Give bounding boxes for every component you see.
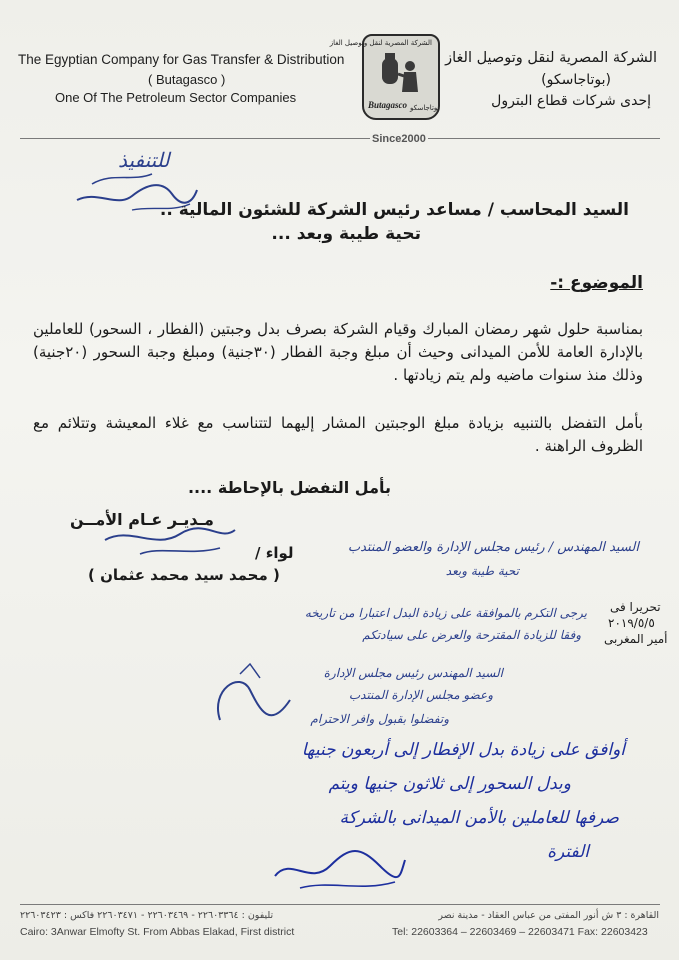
- signature-scribble: [100, 520, 240, 560]
- since-label: Since2000: [372, 133, 426, 145]
- approval-signature: [270, 836, 410, 896]
- greeting: تحية طيبة وبعد ...: [271, 224, 421, 244]
- note-line-6: وعضو مجلس الإدارة المنتدب: [348, 688, 493, 702]
- note-line-3: يرجى التكرم بالموافقة على زيادة البدل اعتبارا من تاريخه: [304, 606, 587, 620]
- logo-top-text: الشركة المصرية لنقل وتوصيل الغاز: [329, 39, 432, 47]
- footer-phones-en: Tel: 22603364 – 22603469 – 22603471 Fax: 22603423: [392, 926, 648, 938]
- date-value: ٢٠١٩/٥/٥: [608, 616, 655, 630]
- logo-name-ar: بوتاجاسكو: [410, 104, 440, 112]
- footer-divider: [20, 904, 660, 905]
- approval-line-2: وبدل السحور إلى ثلاثون جنيها ويتم: [328, 774, 571, 794]
- margin-initials: [210, 660, 300, 740]
- short-name-ar: (بوتاجاسكو): [541, 72, 611, 88]
- footer-phones-ar: تليفون : ٢٢٦٠٣٣٦٤ - ٢٢٦٠٣٤٦٩ - ٢٢٦٠٣٤٧١ فاكس : ٢٢٦٠٣٤٢٣: [20, 910, 274, 921]
- note-line-5: السيد المهندس رئيس مجلس الإدارة: [323, 666, 503, 680]
- date-label: تحريرا فى: [610, 600, 661, 614]
- addressee: السيد المحاسب / مساعد رئيس الشركة للشئون المالية ..: [159, 200, 629, 220]
- company-name-en: The Egyptian Company for Gas Transfer & Distribution: [18, 52, 345, 67]
- approval-line-3: صرفها للعاملين بالأمن الميدانى بالشركة: [339, 808, 619, 828]
- closing-line: بأمل التفضل بالإحاطة ....: [187, 478, 391, 497]
- company-logo: [329, 34, 440, 120]
- body-paragraph-2: بأمل التفضل بالتنبيه بزيادة مبلغ الوجبتين المشار إليهما لتتناسب مع غلاء المعيشة وتتلائم مع الظروف الراهنة .: [33, 414, 643, 455]
- author-name: أمير المغربى: [604, 632, 668, 646]
- note-line-2: تحية طيبة وبعد: [445, 564, 519, 578]
- subject-label: الموضوع :-: [550, 273, 643, 293]
- note-line-4: وفقا للزيادة المقترحة والعرض على سيادتكم: [362, 628, 581, 642]
- approval-line-4: الفترة: [547, 842, 589, 862]
- note-line-7: وتفضلوا بقبول وافر الاحترام: [310, 712, 449, 726]
- logo-name: Butagasco: [368, 100, 408, 110]
- short-name-en: ( Butagasco ): [148, 72, 226, 87]
- footer-address-ar: القاهرة : ٣ ش أنور المفتى من عباس العقاد - مدينة نصر: [438, 910, 659, 921]
- sector-en: One Of The Petroleum Sector Companies: [55, 90, 297, 105]
- sector-ar: إحدى شركات قطاع البترول: [491, 93, 651, 109]
- approval-line-1: أوافق على زيادة بدل الإفطار إلى أربعون جنيها: [301, 740, 625, 760]
- signature-rank: لواء /: [255, 544, 294, 562]
- signature-title: مـديـر عـام الأمــن: [70, 510, 214, 529]
- note-line-1: السيد المهندس / رئيس مجلس الإدارة والعضو المنتدب: [347, 540, 639, 555]
- header-divider: [20, 138, 660, 139]
- company-name-ar: الشركة المصرية لنقل وتوصيل الغاز: [445, 50, 657, 66]
- body-paragraph-1: بمناسبة حلول شهر رمضان المبارك وقيام الشركة بصرف بدل وجبتين (الفطار ، السحور) للعاملين بالإدارة العامة للأمن الميدانى وحيث أن مبلغ وجبة الفطار (٣٠جنية) ومبلغ وجبة السحور (٢٠جنية) وذلك منذ سنوات ماضيه ولم يتم زيادتها .: [33, 320, 643, 384]
- handwritten-top-note: للتنفيذ: [118, 148, 170, 172]
- footer-address-en: Cairo: 3Anwar Elmofty St. From Abbas Elakad, First district: [20, 926, 295, 938]
- signature-name: ( محمد سيد محمد عثمان ): [88, 566, 280, 584]
